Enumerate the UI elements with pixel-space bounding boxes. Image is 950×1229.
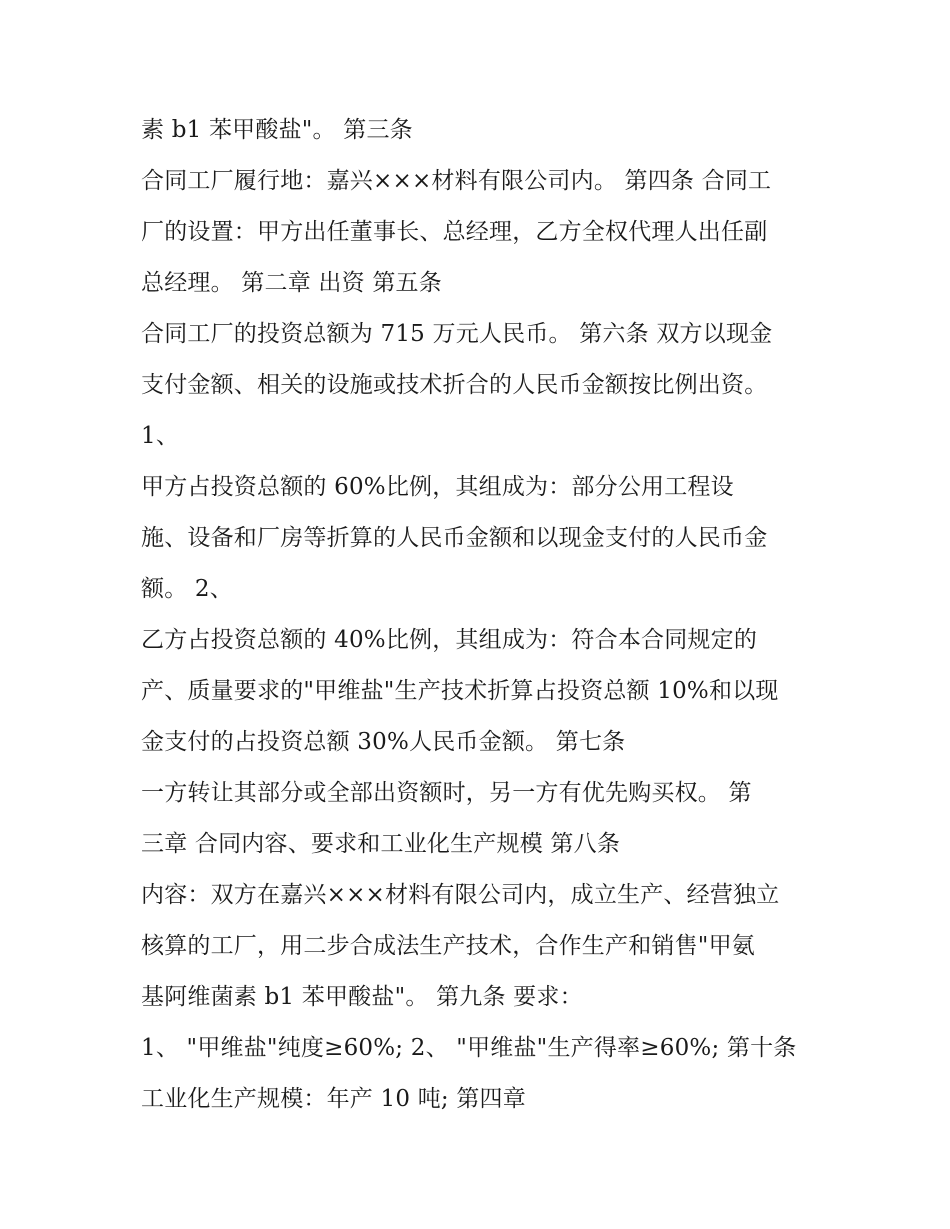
text-line: 基阿维菌素 b1 苯甲酸盐"。 第九条 要求： [141, 984, 583, 1010]
text-line: 素 b1 苯甲酸盐"。 第三条 [141, 117, 413, 143]
text-line: 1、 [141, 423, 180, 449]
text-line: 核算的工厂，用二步合成法生产技术，合作生产和销售"甲氨 [141, 933, 755, 959]
text-line: 总经理。 第二章 出资 第五条 [141, 270, 442, 296]
text-line: 甲方占投资总额的 60%比例，其组成为：部分公用工程设 [141, 474, 734, 500]
text-line: 产、质量要求的"甲维盐"生产技术折算占投资总额 10%和以现 [141, 678, 779, 704]
text-line: 支付金额、相关的设施或技术折合的人民币金额按比例出资。 [141, 372, 768, 398]
text-line: 内容：双方在嘉兴×××材料有限公司内，成立生产、经营独立 [141, 882, 780, 908]
text-line: 三章 合同内容、要求和工业化生产规模 第八条 [141, 831, 621, 857]
text-line: 厂的设置：甲方出任董事长、总经理，乙方全权代理人出任副 [141, 219, 768, 245]
text-line: 金支付的占投资总额 30%人民币金额。 第七条 [141, 729, 626, 755]
text-line: 额。 2、 [141, 576, 233, 602]
text-line: 施、设备和厂房等折算的人民币金额和以现金支付的人民币金 [141, 525, 768, 551]
text-line: 1、 "甲维盐"纯度≥60%; 2、 "甲维盐"生产得率≥60%; 第十条 [141, 1035, 797, 1061]
text-line: 合同工厂的投资总额为 715 万元人民币。 第六条 双方以现金 [141, 321, 773, 347]
text-line: 工业化生产规模：年产 10 吨; 第四章 [141, 1086, 526, 1112]
text-line: 合同工厂履行地：嘉兴×××材料有限公司内。 第四条 合同工 [141, 168, 772, 194]
text-line: 乙方占投资总额的 40%比例，其组成为：符合本合同规定的 [141, 627, 758, 653]
document-body [141, 108, 831, 1128]
text-line: 一方转让其部分或全部出资额时，另一方有优先购买权。 第 [141, 780, 752, 806]
